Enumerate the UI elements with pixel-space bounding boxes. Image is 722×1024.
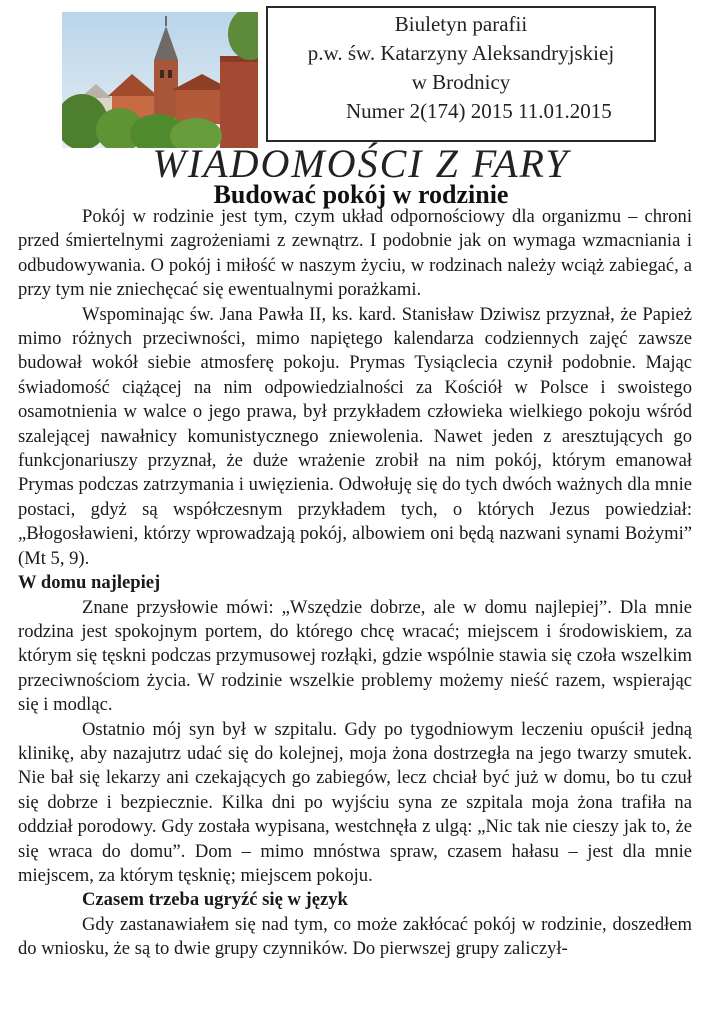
paragraph: Pokój w rodzinie jest tym, czym układ odpornościowy dla organizmu – chroni przed śmiertelnymi zagrożeniami z zewnątrz. I podobnie jak on wymaga wzmacniania i odbudowywania. O pokój i miłość w naszym życiu, w rodzinach należy wciąż zabiegać, a przy tym nie zniechęcać się ewentualnymi porażkami. [18,206,692,301]
article-title: Budować pokój w rodzinie [213,180,509,209]
paragraph: Znane przysłowie mówi: „Wszędzie dobrze, ale w domu najlepiej”. Dla mnie rodzina jest spokojnym portem, do którego chcę wracać; miejscem i środowiskiem, za którym się tęskni podczas przymusowej rozłąki, gdzie wspólnie stawia się czoła wszelkim przeciwnościom życia. W rodzinie wszelkie problemy możemy nieść razem, wspierając się i modląc. [18,596,692,716]
bulletin-info-box [266,6,656,142]
parish-name: p.w. św. Katarzyny Aleksandryjskiej [307,41,615,65]
church-tower-photo [62,12,258,148]
masthead-title: WIADOMOŚCI Z FARY [152,141,570,186]
article-body [18,205,692,962]
parish-town: w Brodnicy [411,70,511,94]
paragraph: Gdy zastanawiałem się nad tym, co może zakłócać pokój w rodzinie, doszedłem do wniosku, że są to dwie grupy czynników. Do pierwszej grupy zaliczył- [18,913,692,960]
paragraph: Ostatnio mój syn był w szpitalu. Gdy po tygodniowym leczeniu opuścił jedną klinikę, aby nazajutrz udać się do kolejnej, moja żona dostrzegła na jego twarzy smutek. Nie bał się lekarzy ani czekających go zabiegów, lecz chciał być już w domu, bo tu czuł się dobrze i bezpiecznie. Kilka dni po wyjściu syna ze szpitala moja żona trafiła na oddział porodowy. Gdy została wypisana, westchnęła z ulgą: „Nic tak nie cieszy jak to, że się wraca do domu”. Dom – mimo mnóstwa spraw, czasem hałasu – jest dla mnie miejscem, za którym tęsknię; miejscem pokoju. [18,718,692,886]
section-heading: W domu najlepiej [18,572,161,594]
section-heading: Czasem trzeba ugryźć się w język [82,889,348,911]
bulletin-name: Biuletyn parafii [394,12,528,36]
issue-number-date: Numer 2(174) 2015 11.01.2015 [346,99,612,123]
church-photo-illustration [62,12,258,148]
paragraph: Wspominając św. Jana Pawła II, ks. kard. Stanisław Dziwisz przyznał, że Papież mimo różnych przeciwności, mimo napiętego kalendarza codziennych zajęć zawsze budował wokół siebie atmosferę pokoju. Prymas Tysiąclecia czynił podobnie. Mając świadomość ciążącej na nim odpowiedzialności za Kościół w Polsce i swoistego osamotnienia w walce o jego prawa, był przykładem człowieka wielkiego pokoju wśród szalejącej nawałnicy komunistycznego zniewolenia. Nawet jeden z aresztujących go funkcjonariuszy przyznał, że duże wrażenie zrobił na nim pokój, którym emanował Prymas podczas zatrzymania i uwięzienia. Odwołuję się do tych dwóch ważnych dla mnie postaci, gdyż są współczesnym przykładem tych, o których Jezus powiedział: „Błogosławieni, którzy wprowadzają pokój, albowiem oni będą nazwani synami Bożymi” (Mt 5, 9). [18,303,692,569]
